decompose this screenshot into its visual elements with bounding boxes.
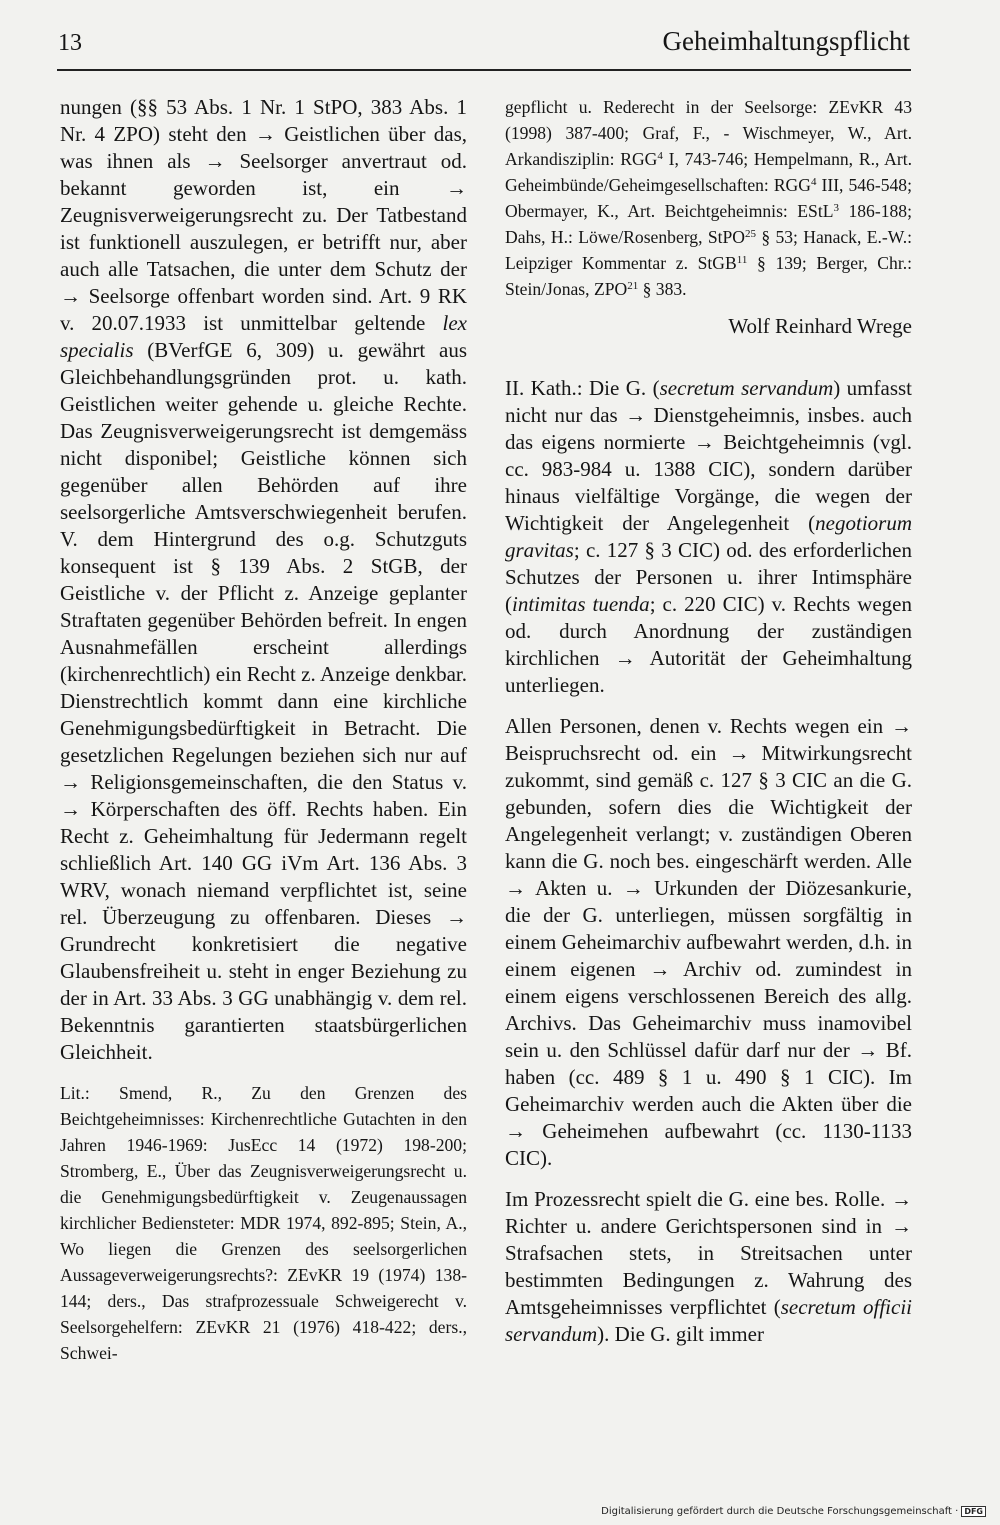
lit-text: § 383. <box>638 279 687 299</box>
lit-text: 186-188; Dahs, H.: Löwe/Rosenberg, StPO <box>505 201 912 247</box>
footer-text: Digitalisierung gefördert durch die Deutsche Forschungsgemeinschaft · <box>601 1506 959 1517</box>
left-column <box>60 94 467 1380</box>
running-title: Geheimhaltungspflicht <box>662 26 910 56</box>
lit-text: § 139; Berger, Chr.: Stein/Jonas, ZPO <box>505 253 913 299</box>
paragraph-text: II. Kath.: Die G. ( <box>505 376 660 400</box>
body-paragraph: Allen Personen, denen v. Rechts wegen ein → Beispruchsrecht od. ein → Mitwirkungsrecht zukommt, sind gemäß c. 127 § 3 CIC an die G. gebunden, sofern dies die Wichtigkeit der Angelegenheit verlangt; v. zuständigen Oberen kann die G. noch bes. eingeschärft werden. Alle → Akten u. → Urkunden der Diözesankurie, die der G. unterliegen, müssen sorgfältig in einem Geheimarchiv aufbewahrt werden, d.h. in einem eigenen → Archiv od. zumindest in einem eigens verschlossenen Bereich des allg. Archivs. Das Geheimarchiv muss inamovibel sein u. den Schlüssel dafür darf nur der → Bf. haben (cc. 489 § 1 u. 490 § 1 CIC). Im Geheimarchiv werden auch die Akten über die → Geheimehen aufbewahrt (cc. 1130-1133 CIC). <box>505 714 912 1170</box>
italic-term: lex specialis <box>60 311 467 362</box>
literature-continuation <box>505 94 912 302</box>
edition-superscript: 11 <box>736 254 748 266</box>
header-rule <box>57 69 911 71</box>
literature-list: Lit.: Smend, R., Zu den Grenzen des Beichtgeheimnisses: Kirchenrechtliche Gutachten in den Jahren 1946-1969: JusEcc 14 (1972) 198-200; Stromberg, E., Über das Zeugnisverweigerungsrecht u. die Genehmigungsbedürftigkeit v. Zeugenaussagen kirchlicher Bediensteter: MDR 1974, 892-895; Stein, A., Wo liegen die Grenzen des seelsorgerlichen Aussageverweigerungsrechts?: ZEvKR 19 (1974) 138-144; ders., Das strafprozessuale Schweigerecht v. Seelsorgehelfern: ZEvKR 21 (1976) 418-422; ders., Schwei- <box>60 1083 467 1363</box>
edition-superscript: 21 <box>627 280 639 292</box>
lit-text: gepflicht u. Rederecht in der Seelsorge: ZEvKR 43 (1998) 387-400; Graf, F., - Wischmeyer, W., Art. Arkandisziplin: RGG <box>505 97 912 169</box>
body-paragraph <box>505 375 912 699</box>
edition-superscript: 25 <box>744 228 756 240</box>
paragraph-text: (BVerfGE 6, 309) u. gewährt aus Gleichbehandlungsgründen prot. u. kath. Geistlichen weiter gehende u. gleiche Rechte. Das Zeugnisverweigerungsrecht ist demgemäss nicht disponibel; Geistliche können sich gegenüber allen Behörden auf ihre seelsorgerliche Amtsverschwiegenheit berufen. V. dem Hintergrund des o.g. Schutzguts konsequent ist § 139 Abs. 2 StGB, der Geistliche v. der Pflicht z. Anzeige geplanter Straftaten gegenüber Behörden befreit. In engen Ausnahmefällen erscheint allerdings (kirchenrechtlich) ein Recht z. Anzeige denkbar. Dienstrechtlich kommt dann eine kirchliche Genehmigungsbedürftigkeit in Betracht. Die gesetzlichen Regelungen beziehen sich nur auf → Religionsgemeinschaften, die den Status v. → Körperschaften des öff. Rechts haben. Ein Recht z. Geheimhaltung für Jedermann regelt schließlich Art. 140 GG iVm Art. 136 Abs. 3 WRV, wonach niemand verpflichtet ist, seine rel. Überzeugung zu offenbaren. Dieses → Grundrecht konkretisiert die negative Glaubensfreiheit u. steht in enger Beziehung zu der in Art. 33 Abs. 3 GG unabhängig v. dem rel. Bekenntnis garantierten staatsbürgerlichen Gleichheit. <box>60 338 468 1064</box>
edition-superscript: 4 <box>810 176 817 188</box>
paragraph-text: ). Die G. gilt immer <box>597 1322 764 1346</box>
edition-superscript: 3 <box>833 202 839 214</box>
lit-text: I, 743-746; Hempelmann, R., Art. Geheimbünde/Geheimgesellschaften: RGG <box>505 149 912 195</box>
italic-term: secretum officii servandum <box>505 1295 912 1346</box>
body-paragraph <box>60 94 467 1066</box>
paragraph-text: ) umfasst nicht nur das → Dienstgeheimnis, insbes. auch das eigens normierte → Beichtgeheimnis (vgl. cc. 983-984 u. 1388 CIC), sondern darüber hinaus vielfältige Vorgänge, die wegen der Wichtigkeit der Angelegenheit ( <box>505 376 913 535</box>
paragraph-text: nungen (§§ 53 Abs. 1 Nr. 1 StPO, 383 Abs. 1 Nr. 4 ZPO) steht den → Geistlichen über das, was ihnen als → Seelsorger anvertraut od. bekannt geworden ist, ein → Zeugnisverweigerungsrecht zu. Der Tatbestand ist funktionell auszulegen, er betrifft nur, aber auch alle Tatsachen, die unter dem Schutz der → Seelsorge offenbart worden sind. Art. 9 RK v. 20.07.1933 ist unmittelbar geltende <box>60 95 467 335</box>
right-column <box>505 94 912 1362</box>
running-header <box>58 26 910 68</box>
lit-text: III, 546-548; Obermayer, K., Art. Beichtgeheimnis: EStL <box>505 175 912 221</box>
italic-term: intimitas tuenda <box>512 592 650 616</box>
lit-text: § 53; Hanack, E.-W.: Leipziger Kommentar z. StGB <box>505 227 912 273</box>
dfg-logo-icon: DFG <box>961 1506 986 1517</box>
italic-term: negotiorum gravitas <box>505 511 912 562</box>
author-signature: Wolf Reinhard Wrege <box>728 314 912 338</box>
italic-term: secretum servandum <box>659 376 834 400</box>
paragraph-text: ; c. 220 CIC) v. Rechts wegen od. durch Anordnung der zuständigen kirchlichen → Autorität der Geheimhaltung unterliegen. <box>505 592 912 697</box>
paragraph-text: Im Prozessrecht spielt die G. eine bes. Rolle. → Richter u. andere Gerichtspersonen sind in → Strafsachen stets, in Streitsachen unter bestimmten Bedingungen z. Wahrung des Amtsgeheimnisses verpflichtet ( <box>505 1187 912 1319</box>
page-number: 13 <box>58 30 82 56</box>
digitization-footer <box>601 1506 986 1517</box>
edition-superscript: 4 <box>657 150 663 162</box>
body-paragraph <box>505 1186 912 1348</box>
paragraph-text: ; c. 127 § 3 CIC) od. des erforderlichen Schutzes der Personen u. ihrer Intimsphäre ( <box>505 538 912 616</box>
